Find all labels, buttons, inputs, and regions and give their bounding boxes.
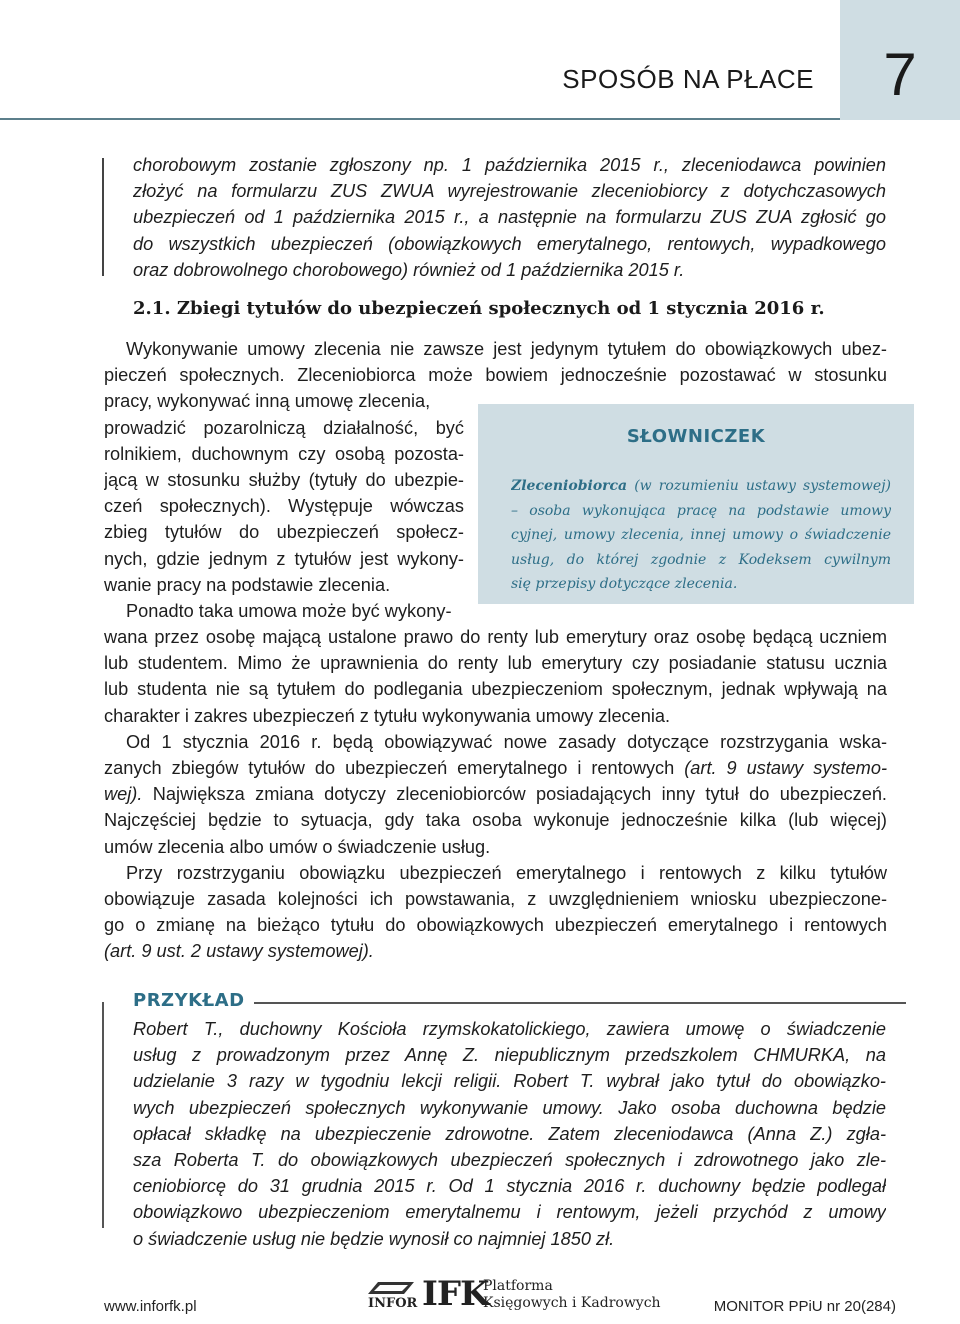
citation: (art. 9 ust. 2 ustawy systemowej).: [104, 941, 374, 962]
section-heading: 2.1. Zbiegi tytułów do ubezpieczeń społecznych od 1 stycznia 2016 r.: [133, 298, 825, 319]
example-label: PRZYKŁAD: [133, 990, 249, 1011]
text-line: czeń społecznych). Występuje wówczas: [104, 496, 464, 517]
text-line: Przy rozstrzyganiu obowiązku ubezpieczeń emerytalnego i rentowych z kilku tytułów: [126, 862, 887, 883]
text-line: umów zlecenia albo umów o świadczenie usług.: [104, 836, 491, 857]
text-line: rolnikiem, duchownym czy osobą pozosta-: [104, 443, 464, 464]
text-line: nych, gdzie jednym z tytułów jest wykony-: [104, 548, 464, 569]
text-line: chorobowym zostanie zgłoszony np. 1 października 2015 r., zleceniodawca powinien: [133, 155, 886, 175]
text-line: się przepisy dotyczące zlecenia.: [511, 576, 738, 593]
logo-line-2: Księgowych i Kadrowych: [483, 1295, 661, 1311]
text-line: – osoba wykonująca pracę na podstawie umowy: [511, 502, 891, 519]
text-line: [104, 781, 887, 807]
glossary-term: Zleceniobiorca: [511, 478, 628, 494]
text-line: [104, 755, 887, 781]
text-line: oraz dobrowolnego chorobowego) również od 1 października 2015 r.: [133, 259, 685, 280]
text-line: pieczeń społecznych. Zleceniobiorca może bowiem jednocześnie pozostawać w stosunku: [104, 365, 887, 386]
infor-logo-icon: [368, 1282, 414, 1294]
citation: (art. 9 ustawy systemo-: [684, 758, 887, 778]
example-text: [133, 1016, 886, 1252]
text-line: sza Roberta T. do obowiązkowych ubezpieczeń społecznych i zdrowotnego jako zle-: [133, 1149, 886, 1170]
text-line: ceniobiorcę do 31 grudnia 2015 r. Od 1 stycznia 2016 r. duchowny będzie podlegał: [133, 1176, 886, 1197]
text-line: usług, do której zgodnie z Kodeksem cywilnym: [511, 551, 891, 568]
glossary-title: SŁOWNICZEK: [626, 426, 766, 447]
text-line: wana przez osobę mającą ustalone prawo do renty lub emerytury oraz osobę będącą uczniem: [104, 627, 887, 648]
header-rule: [0, 118, 840, 120]
glossary-term-note: (w rozumieniu ustawy systemowej): [627, 478, 891, 494]
text-run: Największa zmiana dotyczy zleceniobiorców posiadających inny tytuł do ubezpieczeń.: [142, 784, 887, 805]
example-top-rule: [254, 1002, 906, 1004]
text-line: obowiązuje zasada kolejności ich powstawania, z uwzględnieniem wniosku ubezpieczone-: [104, 888, 887, 909]
continuation-bar: [102, 158, 104, 276]
continuation-paragraph: [133, 152, 886, 283]
logo-ifk: IFK: [422, 1274, 489, 1314]
text-line: złożyć na formularzu ZUS ZWUA wyrejestrowanie zleceniobiorcy z dotychczasowych: [133, 181, 886, 202]
text-run: zanych zbiegów tytułów do ubezpieczeń emerytalnego i rentowych: [104, 758, 685, 778]
text-line: Wykonywanie umowy zlecenia nie zawsze jest jedynym tytułem do obowiązkowych ubez-: [126, 339, 887, 359]
text-line: Od 1 stycznia 2016 r. będą obowiązywać nowe zasady dotyczące rozstrzygania wska-: [126, 731, 887, 752]
text-line: Najczęściej będzie to sytuacja, gdy taka osoba wykonuje jednocześnie kilka (lub więcej): [104, 810, 887, 831]
text-line: Ponadto taka umowa może być wykony-: [126, 600, 452, 621]
footer-issue: MONITOR PPiU nr 20(284): [713, 1298, 896, 1315]
body-text: [104, 336, 887, 965]
text-line: pracy, wykonywać inną umowę zlecenia,: [104, 391, 431, 412]
text-line: wanie pracy na podstawie zlecenia.: [104, 574, 391, 595]
text-line: lub studentem. Mimo że uprawnienia do renty lub emerytury czy posiadanie statusu ucznia: [104, 653, 887, 674]
text-line: charakter i zakres ubezpieczeń z tytułu wykonywania umowy zlecenia.: [104, 705, 671, 726]
text-line: wych ubezpieczeń społecznych wykonywanie umowy. Jako osoba duchowna będzie: [133, 1097, 886, 1118]
text-line: o świadczenie usług nie będzie wynosił co najmniej 1850 zł.: [133, 1228, 615, 1249]
text-line: jącą w stosunku służby (tytuły do ubezpie-: [104, 469, 464, 490]
text-line: Robert T., duchowny Kościoła rzymskokatolickiego, zawiera umowę o świadczenie: [133, 1019, 886, 1039]
text-line: usług z prowadzonym przez Annę Z. niepublicznym przedszkolem CHMURKA, na: [133, 1045, 886, 1066]
text-line: prowadzić pozarolniczą działalność, być: [104, 417, 464, 438]
text-line: go o zmianę na bieżąco tytułu do obowiązkowych ubezpieczeń emerytalnego i rentowych: [104, 915, 887, 936]
text-line: ubezpieczeń od 1 października 2015 r., a następnie na formularzu ZUS ZUA zgłosić go: [133, 207, 886, 228]
text-line: zbieg tytułów do ubezpieczeń społecz-: [104, 522, 464, 543]
logo-line-1: Platforma: [483, 1278, 553, 1294]
example-left-rule: [102, 1002, 104, 1228]
text-line: obowiązkowo ubezpieczeniom emerytalnemu i rentowym, jeżeli przychód z umowy: [133, 1202, 886, 1223]
chapter-number: 7: [883, 41, 917, 108]
text-line: cyjnej, umowy zlecenia, innej umowy o świadczenie: [511, 527, 891, 544]
chapter-title: SPOSÓB NA PŁACE: [562, 64, 814, 94]
text-line: lub studenta nie są tytułem do podlegania ubezpieczeniom społecznym, jednak wpływają na: [104, 679, 887, 700]
footer-url: www.inforfk.pl: [104, 1298, 197, 1315]
text-line: do wszystkich ubezpieczeń (obowiązkowych emerytalnego, rentowych, wypadkowego: [133, 233, 886, 254]
citation: wej).: [104, 784, 143, 805]
logo-infor: INFOR: [368, 1296, 418, 1311]
text-line: opłacał składkę na ubezpieczenie zdrowotne. Zatem zleceniodawca (Anna Z.) zgła-: [133, 1123, 886, 1144]
text-line: udzielanie 3 razy w tygodniu lekcji religii. Robert T. wybrał jako tytuł do obowiązko-: [133, 1071, 886, 1092]
